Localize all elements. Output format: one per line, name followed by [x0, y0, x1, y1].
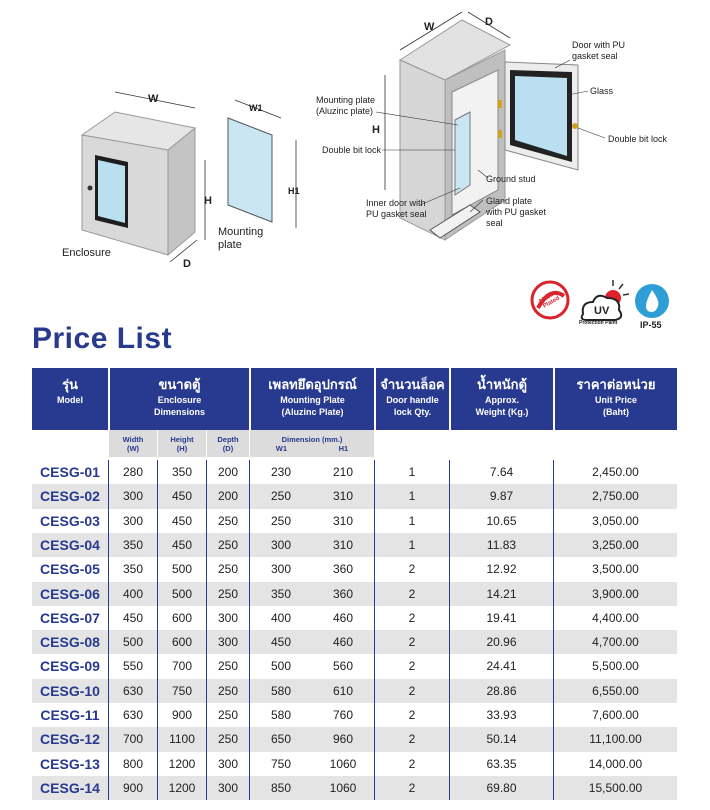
price-cell: 4,700.00: [592, 635, 639, 650]
dim-h-label-large: H: [372, 124, 380, 136]
depth-cell: 250: [217, 562, 239, 577]
dim-w1-label: W1: [249, 103, 263, 113]
h1-cell: 310: [332, 513, 354, 528]
height-cell: 600: [171, 635, 193, 650]
h1-cell: 310: [332, 537, 354, 552]
model-cell: CESG-10: [40, 682, 100, 699]
price-cell: 7,600.00: [592, 708, 639, 722]
weight-cell: 63.35: [486, 756, 517, 771]
price-cell: 14,000.00: [588, 756, 643, 771]
w1-cell: 400: [270, 610, 292, 625]
column-divider: [157, 460, 158, 800]
width-cell: 300: [122, 489, 144, 504]
table-row: [32, 630, 677, 654]
height-cell: 450: [171, 489, 193, 504]
w1-cell: 250: [270, 489, 292, 504]
subheader-height: Height (H): [158, 430, 206, 457]
callout-double-bit-left: Double bit lock: [322, 145, 382, 155]
ip-badge-text: IP-55: [640, 320, 662, 330]
w1-cell: 300: [270, 562, 292, 577]
width-cell: 700: [122, 732, 144, 747]
h1-cell: 760: [332, 708, 354, 722]
model-cell: CESG-06: [40, 585, 100, 602]
price-cell: 5,500.00: [592, 659, 639, 674]
table-row: [32, 776, 677, 800]
lock-cell: 1: [408, 489, 416, 504]
lock-cell: 2: [408, 635, 416, 650]
model-cell: CESG-01: [40, 464, 100, 480]
height-cell: 600: [171, 610, 193, 625]
w1-cell: 580: [270, 683, 292, 698]
header-model: รุ่น Model: [32, 368, 108, 430]
weight-cell: 33.93: [486, 708, 517, 722]
width-cell: 350: [122, 537, 144, 552]
h1-cell: 360: [332, 586, 354, 601]
weight-cell: 20.96: [486, 635, 517, 650]
width-cell: 550: [122, 659, 144, 674]
weight-cell: 69.80: [486, 780, 517, 795]
height-cell: 500: [171, 586, 193, 601]
page-title: Price List: [32, 322, 173, 355]
lock-cell: 2: [408, 610, 416, 625]
depth-cell: 250: [217, 537, 239, 552]
height-cell: 450: [171, 537, 193, 552]
subheader-width: Width (W): [109, 430, 157, 457]
width-cell: 630: [122, 708, 144, 722]
lock-cell: 2: [408, 732, 416, 747]
dim-h1-label: H1: [288, 186, 300, 196]
table-row: [32, 533, 677, 557]
w1-cell: 650: [270, 732, 292, 747]
price-cell: 2,750.00: [592, 489, 639, 504]
w1-cell: 850: [270, 780, 292, 795]
uv-badge-subtext: Protection Paint: [579, 320, 618, 326]
depth-cell: 200: [217, 489, 239, 504]
w1-cell: 750: [270, 756, 292, 771]
model-cell: CESG-02: [40, 488, 100, 505]
depth-cell: 200: [217, 465, 239, 479]
depth-cell: 300: [217, 756, 239, 771]
weight-cell: 7.64: [489, 465, 514, 479]
lock-cell: 2: [408, 780, 416, 795]
width-cell: 450: [122, 610, 144, 625]
dim-d-label: D: [183, 258, 191, 270]
column-divider: [553, 460, 554, 800]
lock-cell: 2: [408, 586, 416, 601]
column-divider: [374, 460, 375, 800]
table-row: [32, 727, 677, 751]
price-cell: 3,050.00: [592, 513, 639, 528]
weight-cell: 24.41: [486, 659, 517, 674]
height-cell: 500: [171, 562, 193, 577]
callout-glass: Glass: [590, 86, 614, 96]
h1-cell: 310: [332, 489, 354, 504]
callout-gland-plate: Gland plate with PU gasket seal: [486, 196, 547, 228]
depth-cell: 250: [217, 732, 239, 747]
enclosure-illustration: [82, 92, 205, 262]
width-cell: 300: [122, 513, 144, 528]
price-cell: 3,500.00: [592, 562, 639, 577]
mounting-plate-label: Mounting plate: [218, 226, 264, 251]
subheader-depth: Depth (D): [207, 430, 249, 457]
lock-cell: 2: [408, 562, 416, 577]
w1-cell: 300: [270, 537, 292, 552]
enclosure-label: Enclosure: [62, 247, 111, 259]
lock-cell: 2: [408, 683, 416, 698]
h1-cell: 960: [332, 732, 354, 747]
depth-cell: 300: [217, 780, 239, 795]
column-divider: [449, 460, 450, 800]
dim-w-label-large: W: [424, 21, 435, 33]
model-cell: CESG-05: [40, 561, 100, 578]
header-mounting-plate: เพลทยึดอุปกรณ์ Mounting Plate (Aluzinc Plate): [250, 368, 374, 430]
model-cell: CESG-08: [40, 634, 100, 651]
depth-cell: 250: [217, 586, 239, 601]
weight-cell: 50.14: [486, 732, 517, 747]
table-row: [32, 679, 677, 703]
h1-cell: 460: [332, 610, 354, 625]
width-cell: 500: [122, 635, 144, 650]
price-cell: 2,450.00: [592, 465, 639, 479]
height-cell: 750: [171, 683, 193, 698]
model-cell: CESG-04: [40, 536, 100, 553]
price-cell: 3,250.00: [592, 537, 639, 552]
uv-badge-text: UV: [594, 305, 610, 317]
height-cell: 350: [171, 465, 193, 479]
height-cell: 450: [171, 513, 193, 528]
depth-cell: 300: [217, 610, 239, 625]
model-cell: CESG-11: [40, 707, 100, 723]
lock-cell: 2: [408, 659, 416, 674]
callout-inner-door: Inner door with PU gasket seal: [366, 198, 427, 219]
price-cell: 11,100.00: [589, 732, 642, 747]
callout-ground-stud: Ground stud: [486, 174, 536, 184]
dim-d-label-large: D: [485, 16, 493, 28]
h1-cell: 1060: [329, 780, 357, 795]
w1-cell: 500: [270, 659, 292, 674]
header-price: ราคาต่อหน่วย Unit Price (Baht): [554, 368, 677, 430]
weight-cell: 19.41: [486, 610, 517, 625]
lock-cell: 1: [408, 537, 416, 552]
table-row: [32, 509, 677, 533]
width-cell: 900: [122, 780, 144, 795]
weight-cell: 12.92: [486, 562, 517, 577]
table-row: [32, 654, 677, 678]
column-divider: [249, 460, 250, 800]
callout-mounting-plate: Mounting plate (Aluzinc plate): [316, 95, 376, 116]
h1-cell: 1060: [329, 756, 357, 771]
header-dimensions: ขนาดตู้ Enclosure Dimensions: [109, 368, 249, 430]
column-divider: [108, 460, 109, 800]
column-divider: [206, 460, 207, 800]
w1-cell: 450: [270, 635, 292, 650]
table-row: [32, 582, 677, 606]
weight-cell: 11.83: [486, 537, 517, 552]
depth-cell: 250: [217, 513, 239, 528]
w1-cell: 350: [270, 586, 292, 601]
dim-w-label: W: [148, 93, 159, 105]
w1-cell: 580: [270, 708, 292, 722]
w1-cell: 230: [270, 465, 292, 479]
height-cell: 700: [171, 659, 193, 674]
weight-cell: 9.87: [489, 489, 514, 504]
table-row: [32, 703, 677, 727]
lock-cell: 2: [408, 708, 416, 722]
depth-cell: 250: [217, 659, 239, 674]
model-cell: CESG-14: [40, 779, 100, 796]
height-cell: 1100: [169, 732, 195, 747]
depth-cell: 250: [217, 708, 239, 722]
h1-cell: 610: [332, 683, 354, 698]
model-cell: CESG-13: [40, 755, 100, 772]
table-row: [32, 752, 677, 776]
callout-double-bit-right: Double bit lock: [608, 134, 668, 144]
h1-cell: 360: [332, 562, 354, 577]
height-cell: 900: [171, 708, 193, 722]
width-cell: 800: [122, 756, 144, 771]
model-cell: CESG-12: [40, 731, 100, 748]
water-drop-icon: [634, 283, 670, 319]
price-cell: 15,500.00: [588, 780, 643, 795]
aluzinc-badge-text: Aluzinc Plated: [537, 289, 561, 310]
width-cell: 350: [122, 562, 144, 577]
model-cell: CESG-09: [40, 658, 100, 675]
table-row: [32, 606, 677, 630]
h1-cell: 210: [332, 465, 354, 479]
model-cell: CESG-03: [40, 512, 100, 529]
price-cell: 3,900.00: [592, 586, 639, 601]
height-cell: 1200: [168, 780, 196, 795]
h1-cell: 460: [332, 635, 354, 650]
h1-cell: 560: [332, 659, 354, 674]
lock-cell: 1: [408, 465, 416, 479]
width-cell: 280: [122, 465, 144, 479]
width-cell: 400: [122, 586, 144, 601]
weight-cell: 14.21: [486, 586, 517, 601]
header-lock: จำนวนล็อค Door handle lock Qty.: [375, 368, 449, 430]
dim-h-label: H: [204, 195, 212, 207]
table-row: [32, 557, 677, 581]
callout-door-pu: Door with PU gasket seal: [572, 40, 626, 61]
depth-cell: 250: [217, 683, 239, 698]
height-cell: 1200: [168, 756, 196, 771]
weight-cell: 28.86: [486, 683, 517, 698]
lock-cell: 1: [408, 513, 416, 528]
model-cell: CESG-07: [40, 609, 100, 626]
price-cell: 6,550.00: [592, 683, 639, 698]
subheader-dimension: Dimension (mm.) W1 H1: [250, 430, 374, 457]
weight-cell: 10.65: [486, 513, 517, 528]
w1-cell: 250: [270, 513, 292, 528]
table-row: [32, 484, 677, 508]
depth-cell: 300: [217, 635, 239, 650]
table-row: [32, 460, 677, 484]
header-weight: น้ำหนักตู้ Approx. Weight (Kg.): [450, 368, 553, 430]
lock-cell: 2: [408, 756, 416, 771]
price-cell: 4,400.00: [592, 610, 639, 625]
width-cell: 630: [122, 683, 144, 698]
mounting-plate-illustration: [228, 100, 296, 228]
